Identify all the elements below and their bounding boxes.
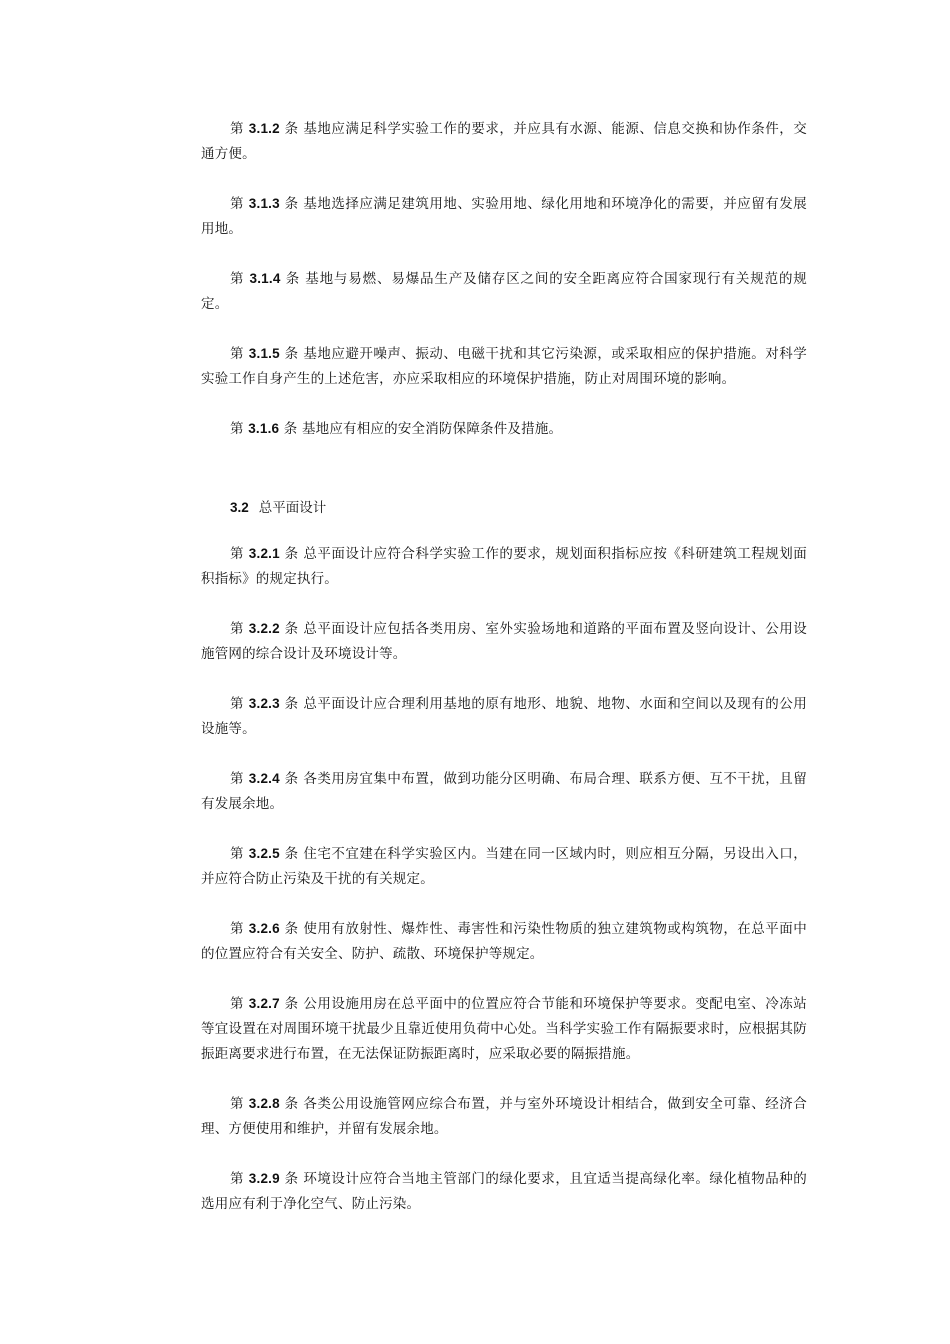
clause-3-1-5: 第 3.1.5 条 基地应避开噪声、振动、电磁干扰和其它污染源，或采取相应的保护措施。对科学实验工作自身产生的上述危害，亦应采取相应的环境保护措施，防止对周围环境的影响。 (201, 346, 807, 387)
section-title: 总平面设计 (258, 500, 327, 516)
clause-3-2-2: 第 3.2.2 条 总平面设计应包括各类用房、室外实验场地和道路的平面布置及竖向设计、公用设施管网的综合设计及环境设计等。 (201, 621, 807, 662)
clause-3-1-6: 第 3.1.6 条 基地应有相应的安全消防保障条件及措施。 (230, 421, 563, 437)
clause-3-2-1: 第 3.2.1 条 总平面设计应符合科学实验工作的要求，规划面积指标应按《科研建筑工程规划面积指标》的规定执行。 (201, 546, 807, 587)
clause-3-2-7: 第 3.2.7 条 公用设施用房在总平面中的位置应符合节能和环境保护等要求。变配电室、冷冻站等宜设置在对周围环境干扰最少且靠近使用负荷中心处。当科学实验工作有隔振要求时，应根据其防振距离要求进行布置，在无法保证防振距离时，应采取必要的隔振措施。 (201, 996, 807, 1062)
clause-3-2-9: 第 3.2.9 条 环境设计应符合当地主管部门的绿化要求，且宜适当提高绿化率。绿化植物品种的选用应有利于净化空气、防止污染。 (201, 1171, 807, 1212)
clause-3-2-5: 第 3.2.5 条 住宅不宜建在科学实验区内。当建在同一区域内时，则应相互分隔，另设出入口，并应符合防止污染及干扰的有关规定。 (201, 846, 807, 887)
clause-3-2-6: 第 3.2.6 条 使用有放射性、爆炸性、毒害性和污染性物质的独立建筑物或构筑物，在总平面中的位置应符合有关安全、防护、疏散、环境保护等规定。 (201, 921, 807, 962)
clause-3-2-3: 第 3.2.3 条 总平面设计应合理利用基地的原有地形、地貌、地物、水面和空间以及现有的公用设施等。 (201, 696, 807, 737)
clause-3-1-2: 第 3.1.2 条 基地应满足科学实验工作的要求，并应具有水源、能源、信息交换和协作条件，交通方便。 (201, 121, 807, 162)
document-body (201, 116, 807, 1241)
section-number: 3.2 (230, 500, 249, 515)
section-heading-3-2 (201, 495, 807, 521)
clause-3-1-3: 第 3.1.3 条 基地选择应满足建筑用地、实验用地、绿化用地和环境净化的需要，并应留有发展用地。 (201, 196, 807, 237)
clause-3-2-8: 第 3.2.8 条 各类公用设施管网应综合布置，并与室外环境设计相结合，做到安全可靠、经济合理、方便使用和维护，并留有发展余地。 (201, 1096, 807, 1137)
clause-3-1-4: 第 3.1.4 条 基地与易燃、易爆品生产及储存区之间的安全距离应符合国家现行有关规范的规定。 (201, 271, 808, 312)
clause-3-2-4: 第 3.2.4 条 各类用房宜集中布置，做到功能分区明确、布局合理、联系方便、互不干扰，且留有发展余地。 (201, 771, 807, 812)
